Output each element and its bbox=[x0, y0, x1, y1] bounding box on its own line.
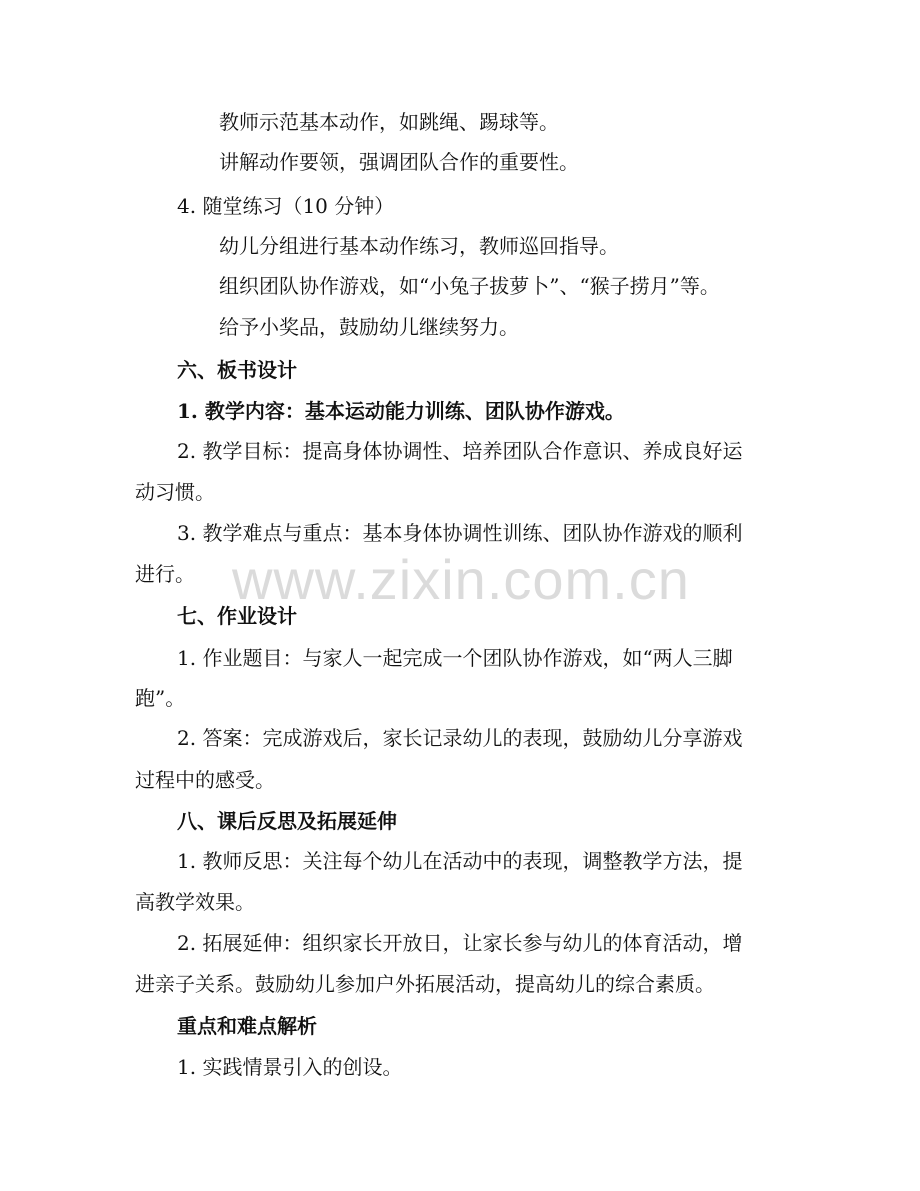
watermark: www.zixin.com.cn bbox=[232, 548, 690, 611]
board-item-teaching-goals: 2. 教学目标：提高身体协调性、培养团队合作意识、养成良好运 bbox=[177, 439, 743, 463]
board-item-difficulties-cont: 进行。 bbox=[135, 562, 195, 586]
homework-item-task-cont: 跑”。 bbox=[135, 686, 186, 710]
homework-item-answer-cont: 过程中的感受。 bbox=[135, 768, 275, 792]
paragraph-explain-essentials: 讲解动作要领，强调团队合作的重要性。 bbox=[219, 150, 579, 174]
key-point-item-1: 1. 实践情景引入的创设。 bbox=[177, 1055, 403, 1079]
section-heading-reflection: 八、课后反思及拓展延伸 bbox=[177, 809, 397, 833]
board-item-teaching-content: 1. 教学内容：基本运动能力训练、团队协作游戏。 bbox=[177, 399, 625, 423]
reflection-item-teacher-cont: 高教学效果。 bbox=[135, 890, 255, 914]
reflection-item-extension-cont: 进亲子关系。鼓励幼儿参加户外拓展活动，提高幼儿的综合素质。 bbox=[135, 972, 715, 996]
section-heading-homework: 七、作业设计 bbox=[177, 604, 297, 628]
section-heading-key-points: 重点和难点解析 bbox=[177, 1014, 317, 1038]
paragraph-group-practice: 幼儿分组进行基本动作练习，教师巡回指导。 bbox=[219, 234, 619, 258]
board-item-teaching-goals-cont: 动习惯。 bbox=[135, 480, 215, 504]
paragraph-demonstrate-actions: 教师示范基本动作，如跳绳、踢球等。 bbox=[219, 110, 559, 134]
board-item-difficulties: 3. 教学难点与重点：基本身体协调性训练、团队协作游戏的顺利 bbox=[177, 521, 743, 545]
reflection-item-extension: 2. 拓展延伸：组织家长开放日，让家长参与幼儿的体育活动，增 bbox=[177, 931, 743, 955]
reflection-item-teacher: 1. 教师反思：关注每个幼儿在活动中的表现，调整教学方法，提 bbox=[177, 849, 743, 873]
paragraph-team-games: 组织团队协作游戏，如“小兔子拔萝卜”、“猴子捞月”等。 bbox=[219, 274, 720, 298]
paragraph-small-prizes: 给予小奖品，鼓励幼儿继续努力。 bbox=[219, 315, 519, 339]
homework-item-task: 1. 作业题目：与家人一起完成一个团队协作游戏，如“两人三脚 bbox=[177, 646, 733, 670]
homework-item-answer: 2. 答案：完成游戏后，家长记录幼儿的表现，鼓励幼儿分享游戏 bbox=[177, 726, 743, 750]
list-item-classroom-practice: 4. 随堂练习（10 分钟） bbox=[177, 194, 395, 218]
section-heading-board-design: 六、板书设计 bbox=[177, 358, 297, 382]
